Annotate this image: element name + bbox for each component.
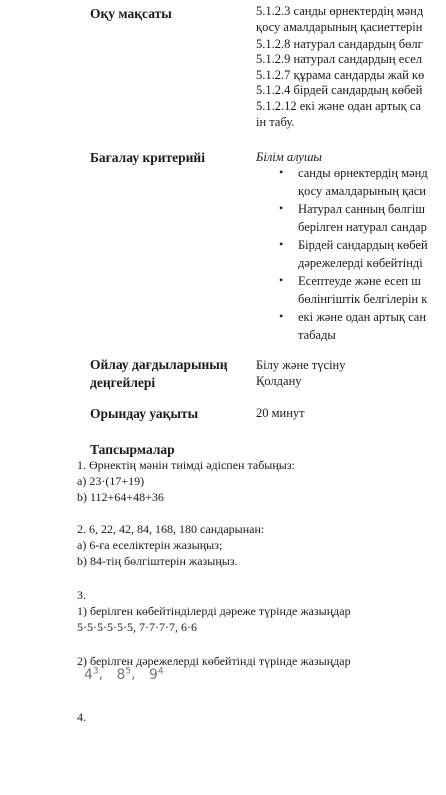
skills-label: Ойлау дағдыларының <box>90 357 228 372</box>
bullet-icon: • <box>279 165 284 179</box>
criteria-line: табады <box>298 328 336 342</box>
bullet-icon: • <box>279 237 284 251</box>
criteria-line: Бірдей сандардың көбей <box>298 238 428 252</box>
criteria-intro: Білім алушы <box>256 150 322 164</box>
time-value: 20 минут <box>256 406 305 420</box>
objective-line: 5.1.2.9 натурал сандардың есел <box>256 52 423 66</box>
bullet-icon: • <box>279 273 284 287</box>
objective-line: 5.1.2.4 бірдей сандардың көбей <box>256 83 423 97</box>
skills-label-line2: деңгейлері <box>90 375 156 390</box>
task-1b: b) 112+64+48+36 <box>77 490 164 504</box>
task-1: 1. Өрнектің мәнін тиімді әдіспен табыңыз: <box>77 458 295 472</box>
task-4: 4. <box>77 710 86 724</box>
task-3-1: 1) берілген көбейтінділерді дәреже түрінде жазыңдар <box>77 604 351 618</box>
objective-line: 5.1.2.12 екі және одан артық са <box>256 99 422 113</box>
skills-value: Қолдану <box>256 374 302 388</box>
task-3: 3. <box>77 588 86 602</box>
power: $8^5$ <box>116 666 132 683</box>
criteria-label: Бағалау критерийі <box>90 150 205 165</box>
task-2: 2. 6, 22, 42, 84, 168, 180 сандарынан: <box>77 522 265 536</box>
power: $4^3$ <box>84 666 99 683</box>
task-3-1-values: 5·5·5·5·5·5, 7·7·7·7, 6·6 <box>77 620 197 634</box>
criteria-line: бөлінгіштік белгілерін к <box>298 292 428 306</box>
criteria-line: қосу амалдарының қаси <box>298 184 426 198</box>
time-label: Орындау уақыты <box>90 406 199 421</box>
criteria-line: дәрежелерді көбейтінді <box>298 256 423 270</box>
criteria-line: берілген натурал сандар <box>298 220 427 234</box>
objective-line: 5.1.2.7 құрама сандарды жай кө <box>256 68 425 82</box>
task-2a: а) 6-ға еселіктерін жазыңыз; <box>77 538 223 552</box>
objective-line: ін табу. <box>256 115 295 129</box>
objective-line: 5.1.2.3 санды өрнектердің мәнд <box>256 4 424 18</box>
skills-value: Білу және түсіну <box>256 358 346 372</box>
power: $9^4$ <box>148 666 164 683</box>
objective-line: қосу амалдарының қасиеттерін <box>256 20 423 34</box>
criteria-line: екі және одан артық сан <box>298 310 427 324</box>
criteria-line: санды өрнектердің мәнд <box>298 166 428 180</box>
task-1a: а) 23·(17+19) <box>77 474 145 488</box>
bullet-icon: • <box>279 309 284 323</box>
bullet-icon: • <box>279 201 284 215</box>
criteria-line: Есептеуде және есеп ш <box>298 274 421 288</box>
task-2b: b) 84-тің бөлгіштерін жазыңыз. <box>77 554 238 568</box>
powers-list: $4^3$, $8^5$, $9^4$ <box>84 666 164 683</box>
tasks-heading: Тапсырмалар <box>90 442 175 457</box>
objective-line: 5.1.2.8 натурал сандардың бөлг <box>256 37 423 51</box>
task-3-2: 2) берілген дәрежелерді көбейтінді түрінде жазыңдар <box>77 654 351 668</box>
objectives-label: Оқу мақсаты <box>90 6 172 21</box>
criteria-line: Натурал санның бөлгіш <box>298 202 425 216</box>
